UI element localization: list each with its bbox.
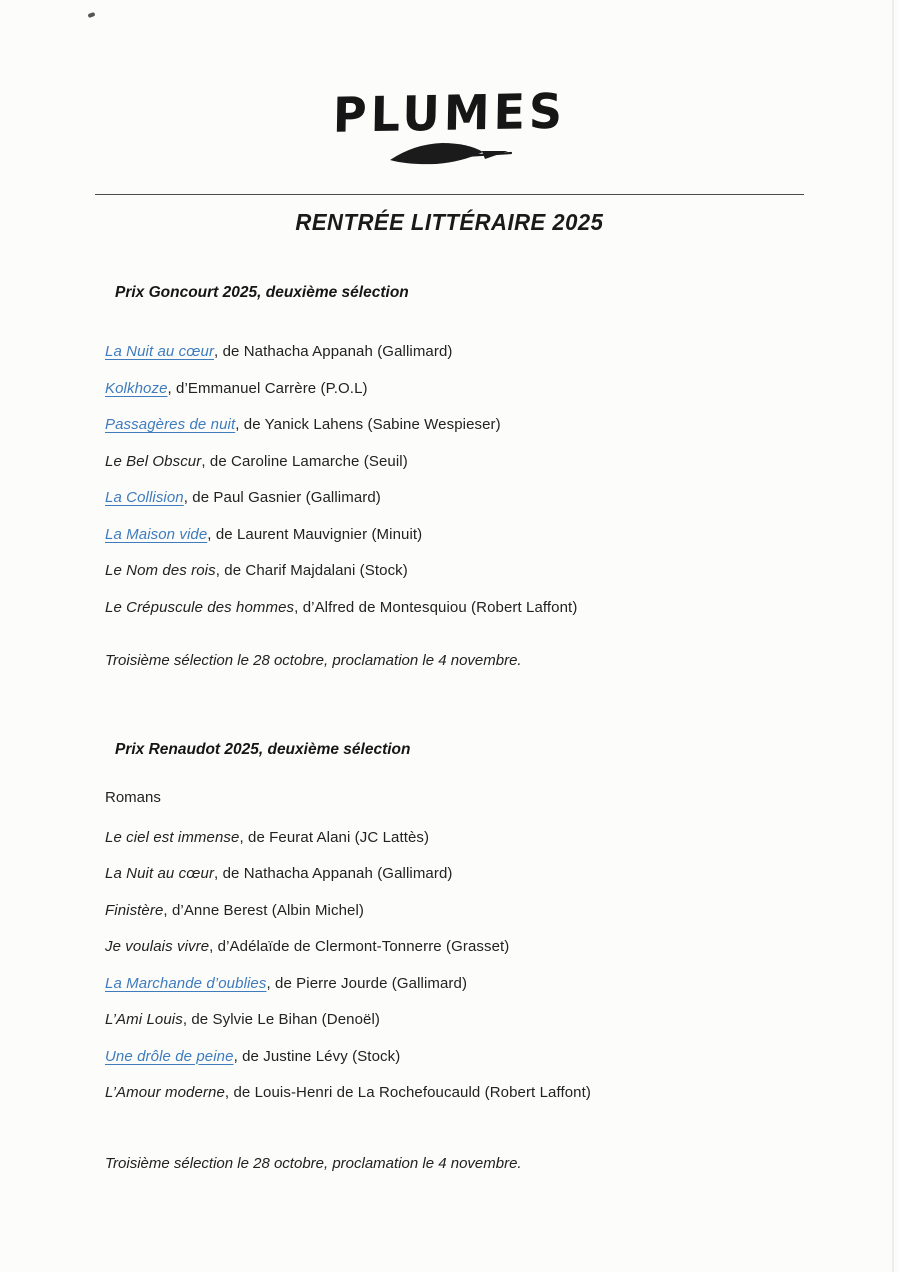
book-entry <box>105 344 794 360</box>
section-heading-goncourt: Prix Goncourt 2025, deuxième sélection <box>115 284 409 301</box>
book-title: Finistère <box>105 901 164 919</box>
book-author-publisher: , de Louis-Henri de La Rochefoucauld (Robert Laffont) <box>224 1084 591 1101</box>
book-list-goncourt <box>105 344 794 616</box>
book-entry <box>105 600 794 616</box>
book-title: Le Bel Obscur <box>105 452 202 470</box>
book-entry <box>105 939 794 955</box>
book-entry <box>105 866 794 882</box>
book-title: Je voulais vivre <box>105 938 210 955</box>
book-author-publisher: , de Yanick Lahens (Sabine Wespieser) <box>235 416 501 433</box>
book-title-link[interactable]: Kolkhoze <box>105 379 168 397</box>
book-author-publisher: , de Nathacha Appanah (Gallimard) <box>214 343 453 360</box>
logo <box>105 82 794 170</box>
book-author-publisher: , de Justine Lévy (Stock) <box>233 1047 401 1065</box>
book-author-publisher: , de Sylvie Le Bihan (Denoël) <box>182 1011 380 1028</box>
book-list-renaudot <box>105 830 794 1102</box>
book-entry <box>105 527 794 543</box>
book-entry <box>105 417 794 433</box>
book-entry <box>105 563 794 579</box>
book-title: Le ciel est immense <box>105 828 240 846</box>
feather-icon <box>384 140 516 170</box>
section-footer-goncourt: Troisième sélection le 28 octobre, proclamation le 4 novembre. <box>105 651 522 669</box>
book-title: Le Crépuscule des hommes <box>105 598 295 616</box>
book-author-publisher: , de Caroline Lamarche (Seuil) <box>201 452 408 470</box>
book-entry <box>105 1085 794 1101</box>
book-entry <box>105 454 794 470</box>
page-title: RENTRÉE LITTÉRAIRE 2025 <box>295 209 604 235</box>
book-title-link[interactable]: La Marchande d’oublies <box>105 974 267 992</box>
book-author-publisher: , de Pierre Jourde (Gallimard) <box>266 974 468 992</box>
book-title-link[interactable]: Une drôle de peine <box>105 1047 234 1065</box>
book-entry <box>105 381 794 397</box>
book-author-publisher: , de Nathacha Appanah (Gallimard) <box>214 865 453 882</box>
book-author-publisher: , de Feurat Alani (JC Lattès) <box>239 828 430 846</box>
header-divider <box>95 194 804 195</box>
book-author-publisher: , de Laurent Mauvignier (Minuit) <box>207 525 423 543</box>
book-title-link[interactable]: La Maison vide <box>105 525 208 543</box>
book-author-publisher: , de Paul Gasnier (Gallimard) <box>183 489 381 506</box>
book-entry <box>105 903 794 919</box>
book-title-link[interactable]: La Collision <box>105 489 184 506</box>
book-author-publisher: , de Charif Majdalani (Stock) <box>215 562 408 579</box>
book-entry <box>105 830 794 846</box>
book-title: L’Ami Louis <box>105 1011 183 1028</box>
book-title-link[interactable]: Passagères de nuit <box>105 416 236 433</box>
section-footer-renaudot: Troisième sélection le 28 octobre, proclamation le 4 novembre. <box>105 1155 522 1172</box>
book-entry <box>105 976 794 992</box>
book-title: L’Amour moderne <box>105 1084 225 1101</box>
book-entry <box>105 1012 794 1028</box>
book-title: La Nuit au cœur <box>105 865 215 882</box>
book-title-link[interactable]: La Nuit au cœur <box>105 343 215 360</box>
section-heading-renaudot: Prix Renaudot 2025, deuxième sélection <box>115 740 411 758</box>
book-author-publisher: , d’Emmanuel Carrère (P.O.L) <box>167 379 368 397</box>
book-author-publisher: , d’Adélaïde de Clermont-Tonnerre (Grasset) <box>209 938 510 955</box>
book-author-publisher: , d’Anne Berest (Albin Michel) <box>163 901 365 919</box>
book-title: Le Nom des rois <box>105 562 216 579</box>
book-entry <box>105 490 794 506</box>
category-label-romans: Romans <box>105 788 161 806</box>
book-author-publisher: , d’Alfred de Montesquiou (Robert Laffont) <box>294 598 578 616</box>
logo-text: PLUMES <box>332 82 567 144</box>
book-entry <box>105 1049 794 1065</box>
